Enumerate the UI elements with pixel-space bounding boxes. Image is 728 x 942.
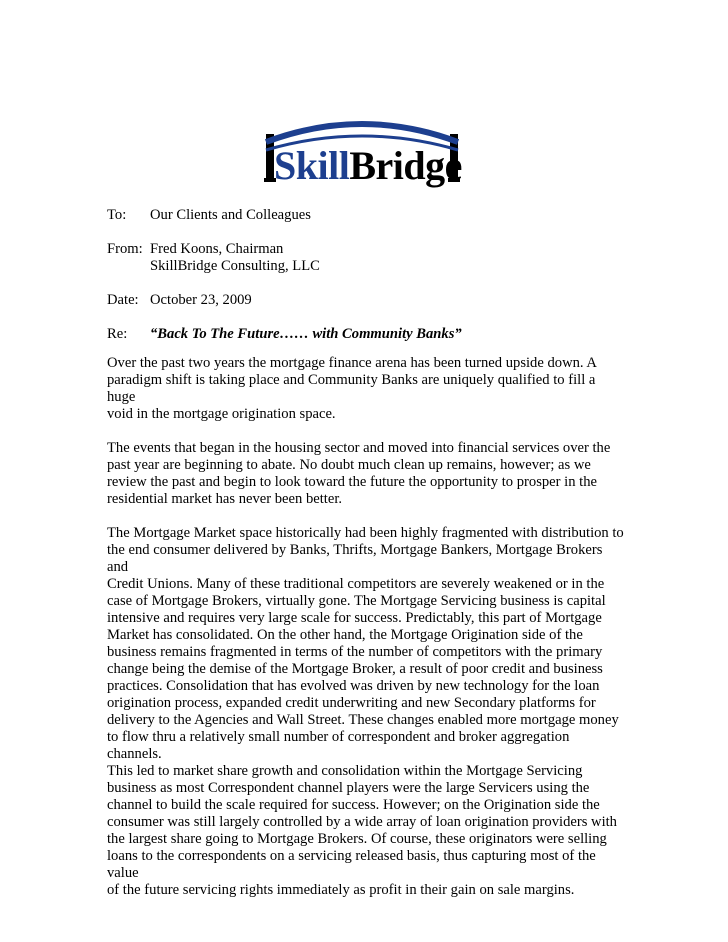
to-row bbox=[107, 207, 627, 224]
date-row bbox=[107, 292, 627, 309]
to-value: Our Clients and Colleagues bbox=[150, 207, 311, 223]
re-row bbox=[107, 326, 627, 343]
re-value: “Back To The Future…… with Community Banks” bbox=[150, 326, 462, 342]
logo-wordmark bbox=[274, 144, 462, 188]
paragraph-1: Over the past two years the mortgage finance arena has been turned upside down. A paradigm shift is taking place and Community Banks are uniquely qualified to fill a huge void in the mortgage origination space. bbox=[107, 355, 597, 422]
logo-skill-text: Skill bbox=[274, 143, 350, 188]
paragraph-3: The Mortgage Market space historically had been highly fragmented with distribution to the end consumer delivered by Banks, Thrifts, Mortgage Bankers, Mortgage Brokers and Credit Unions. Many of these traditional competitors are severely weakened or in the case of Mortgage Brokers, virtually gone. The Mortgage Servicing business is capital intensive and requires very large scale for success. Predictably, this part of Mortgage Market has consolidated. On the other hand, the Mortgage Origination side of the business remains fragmented in terms of the number of competitors with the primary change being the demise of the Mortgage Broker, a result of poor credit and business practices. Consolidation that has evolved was driven by new technology for the loan origination process, expanded credit underwriting and new Secondary platforms for delivery to the Agencies and Wall Street. These changes enabled more mortgage money to flow thru a relatively small number of correspondent and broker aggregation channels. This led to market share growth and consolidation within the Mortgage Servicing business as most Correspondent channel players were the large Servicers using the channel to build the scale required for success. However; on the Origination side the consumer was still largely controlled by a wide array of loan origination providers with the largest share going to Mortgage Brokers. Of course, these originators were selling loans to the correspondents on a servicing released basis, thus capturing most of the value of the future servicing rights immediately as profit in their gain on sale margins. bbox=[107, 525, 624, 898]
skillbridge-logo bbox=[262, 120, 470, 192]
from-label: From: bbox=[107, 241, 143, 257]
from-value bbox=[150, 241, 627, 275]
memo-header bbox=[107, 207, 627, 360]
from-name: Fred Koons, Chairman bbox=[150, 241, 284, 257]
date-value: October 23, 2009 bbox=[150, 292, 252, 308]
re-value-wrap bbox=[150, 326, 627, 343]
from-org: SkillBridge Consulting, LLC bbox=[150, 258, 320, 274]
date-label: Date: bbox=[107, 292, 139, 308]
from-row bbox=[107, 241, 627, 275]
logo-bridge-text: Bridge bbox=[349, 143, 462, 188]
re-label: Re: bbox=[107, 326, 128, 342]
memo-body bbox=[107, 355, 627, 916]
paragraph-2: The events that began in the housing sector and moved into financial services over the past year are beginning to abate. No doubt much clean up remains, however; as we review the past and begin to look toward the future the opportunity to prosper in the residential market has never been better. bbox=[107, 440, 611, 507]
to-label: To: bbox=[107, 207, 127, 223]
